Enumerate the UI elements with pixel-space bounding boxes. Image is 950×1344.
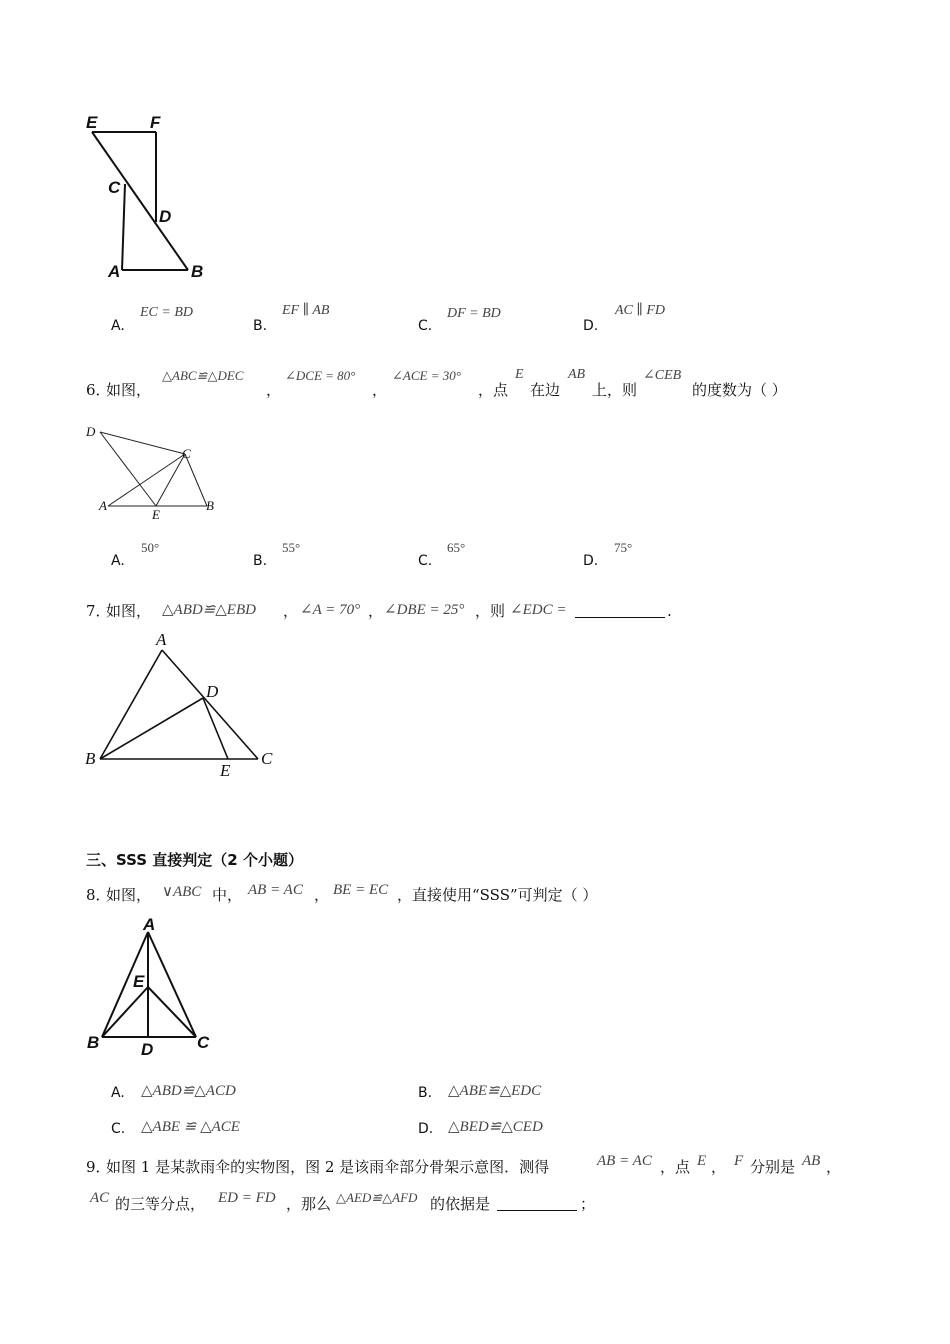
q7-text-1: 如图， <box>106 602 152 620</box>
q5-option-a-text: EC = BD <box>140 305 193 320</box>
q5-option-d-text: AC ∥ FD <box>615 303 666 318</box>
q9-math-6: ED = FD <box>218 1190 276 1206</box>
q8-math-2: AB = AC <box>248 882 303 898</box>
q7-comma-1: ， <box>283 602 299 620</box>
figure-q5-diagram <box>80 112 220 282</box>
q6-option-d-text: 75° <box>614 540 633 555</box>
q8-number: 8． <box>86 886 111 904</box>
q8-label-D: D <box>141 1040 154 1059</box>
q9-text-5: ，那么 <box>286 1195 332 1213</box>
q9-text-6: 的依据是 <box>430 1195 491 1213</box>
q6-math-3: ∠ACE = 30° <box>392 368 461 383</box>
q7-text-2: ，则 <box>475 602 506 620</box>
q6-option-b-letter[interactable]: B. <box>253 553 268 569</box>
q6-option-b-text: 55° <box>282 540 301 555</box>
segment-DC <box>100 432 185 454</box>
q7-math-4: ∠EDC = <box>510 602 567 618</box>
q6-option-a-text: 50° <box>141 540 160 555</box>
q6-text-4: 上，则 <box>592 381 638 399</box>
q9-text-3: 分别是 <box>750 1158 796 1176</box>
segment-AC <box>108 454 185 506</box>
q9-math-4: AB <box>802 1153 821 1169</box>
label-F: F <box>150 113 161 132</box>
q6-label-D: D <box>86 424 96 439</box>
q8-option-d-letter[interactable]: D. <box>418 1121 434 1137</box>
q7-math-2: ∠A = 70° <box>300 602 361 618</box>
q5-option-b-letter[interactable]: B. <box>253 318 268 334</box>
q7-answer-blank[interactable] <box>575 603 665 618</box>
label-A: A <box>108 262 121 281</box>
q6-math-2: ∠DCE = 80° <box>285 368 356 383</box>
q9-number: 9． <box>86 1158 111 1176</box>
q5-option-a-letter[interactable]: A. <box>111 318 125 334</box>
segment-AB <box>100 650 162 759</box>
q5-option-b-text: EF ∥ AB <box>282 303 330 318</box>
segment-EC <box>156 454 185 506</box>
q5-option-c-text: DF = BD <box>447 306 501 321</box>
q6-label-B: B <box>206 498 214 513</box>
q6-option-d-letter[interactable]: D. <box>583 553 599 569</box>
q8-option-c-letter[interactable]: C. <box>111 1121 126 1137</box>
q7-label-B: B <box>85 749 96 768</box>
q8-option-b-letter[interactable]: B. <box>418 1085 433 1101</box>
q6-label-A: A <box>99 498 107 513</box>
label-B: B <box>191 262 204 281</box>
q7-number: 7． <box>86 602 111 620</box>
q8-option-c-text: △ABE ≌ △ACE <box>141 1119 240 1135</box>
q8-label-C: C <box>197 1033 210 1052</box>
q9-math-2: E <box>697 1153 707 1169</box>
segment-BD <box>100 698 203 759</box>
q7-math-1: △ABD≌△EBD <box>162 602 256 618</box>
label-D: D <box>159 207 172 226</box>
q7-label-E: E <box>220 761 231 780</box>
segment-DE <box>203 698 228 759</box>
q8-label-B: B <box>87 1033 100 1052</box>
q6-label-C: C <box>182 446 191 461</box>
q7-end: . <box>667 602 672 620</box>
q6-math-6: ∠CEB <box>643 368 682 383</box>
q9-text-4: 的三等分点， <box>115 1195 206 1213</box>
q8-text-3: ，直接使用“SSS”可判定（ ） <box>397 886 598 904</box>
segment-AC <box>148 932 196 1037</box>
q7-comma-2: ， <box>368 602 384 620</box>
q6-text-1: 如图， <box>106 381 152 399</box>
q8-math-3: BE = EC <box>333 882 389 898</box>
segment-AC <box>162 650 258 759</box>
q6-math-5: AB <box>568 367 586 382</box>
figure-q7-diagram <box>90 640 290 780</box>
q8-option-b-text: △ABE≌△EDC <box>448 1083 542 1099</box>
q7-math-3: ∠DBE = 25° <box>384 602 465 618</box>
q8-label-E: E <box>133 972 145 991</box>
q9-comma-2: ， <box>826 1158 842 1176</box>
segment-CA <box>122 184 125 270</box>
figure-q8-diagram <box>90 920 220 1050</box>
q7-label-A: A <box>156 630 167 649</box>
q6-label-E: E <box>152 507 160 522</box>
q6-number: 6． <box>86 381 111 399</box>
q8-comma-1: ， <box>314 886 330 904</box>
q6-comma-2: ， <box>372 381 388 399</box>
q9-comma-1: ， <box>711 1158 727 1176</box>
q9-math-5: AC <box>90 1190 110 1206</box>
q5-option-c-letter[interactable]: C. <box>418 318 433 334</box>
q7-label-C: C <box>261 749 273 768</box>
q8-option-a-text: △ABD≌△ACD <box>141 1083 236 1099</box>
q6-text-5: 的度数为（ ） <box>692 381 787 399</box>
segment-BE <box>102 987 148 1037</box>
q8-text-2: 中， <box>212 886 243 904</box>
q9-math-1: AB = AC <box>597 1153 652 1169</box>
q5-option-d-letter[interactable]: D. <box>583 318 599 334</box>
q7-label-D: D <box>206 682 219 701</box>
q8-math-1: ∨ABC <box>162 884 202 900</box>
q9-math-3: F <box>734 1153 744 1169</box>
q6-math-1: △ABC≌△DEC <box>162 368 244 383</box>
q8-label-A: A <box>143 915 156 934</box>
label-E: E <box>86 113 98 132</box>
q9-text-1: 如图 1 是某款雨伞的实物图，图 2 是该雨伞部分骨架示意图．测得 <box>106 1158 550 1176</box>
q8-option-a-letter[interactable]: A. <box>111 1085 125 1101</box>
q6-option-a-letter[interactable]: A. <box>111 553 125 569</box>
q9-end: ； <box>580 1195 596 1213</box>
q6-comma-1: ， <box>266 381 282 399</box>
section-3-title: 三、SSS 直接判定（2 个小题） <box>86 851 303 869</box>
q9-text-2: ，点 <box>660 1158 691 1176</box>
q6-math-4: E <box>515 367 524 382</box>
q6-text-3: 在边 <box>530 381 561 399</box>
q8-text-1: 如图， <box>106 886 152 904</box>
label-C: C <box>108 178 121 197</box>
segment-EC <box>148 987 196 1037</box>
q9-math-7: △AED≌△AFD <box>336 1190 418 1205</box>
q6-text-2: ，点 <box>478 381 509 399</box>
q6-option-c-text: 65° <box>447 540 466 555</box>
q6-option-c-letter[interactable]: C. <box>418 553 433 569</box>
q8-option-d-text: △BED≌△CED <box>448 1119 543 1135</box>
segment-EB <box>92 132 188 270</box>
q9-answer-blank[interactable] <box>497 1196 577 1211</box>
segment-DE <box>100 432 156 506</box>
